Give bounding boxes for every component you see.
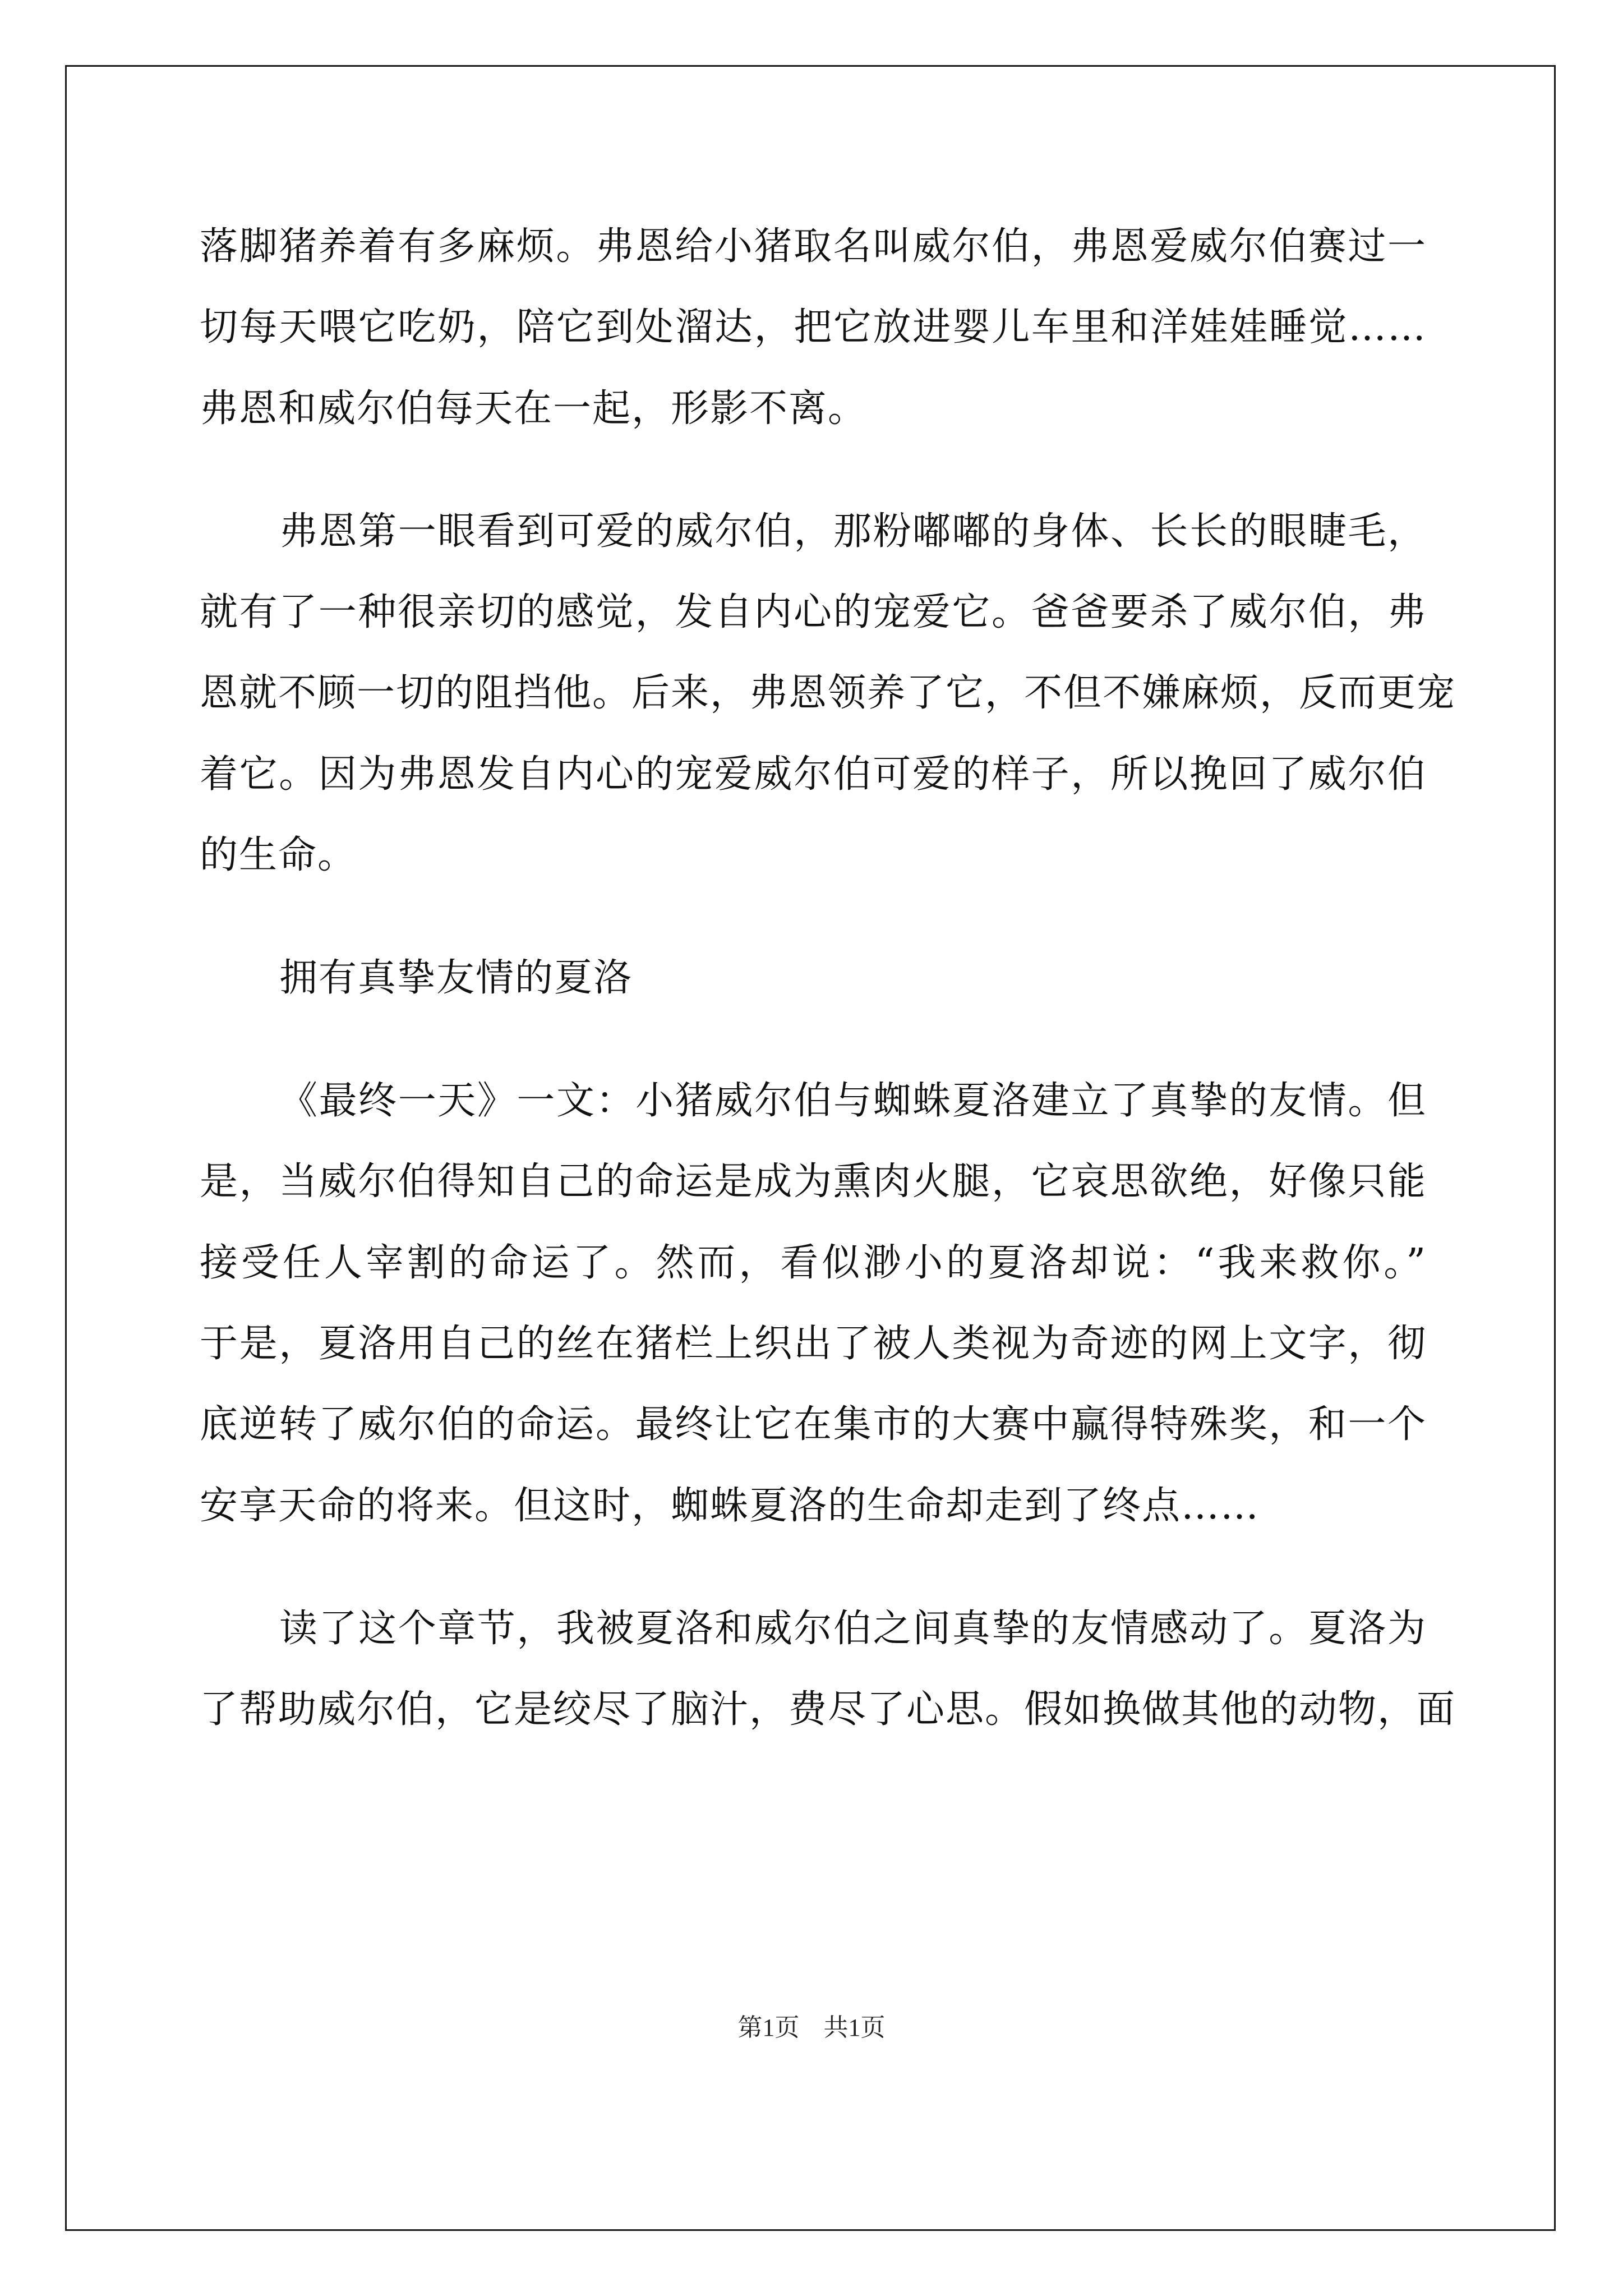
page-number: 第1页	[737, 2014, 800, 2041]
text-line: 底逆转了威尔伯的命运。最终让它在集市的大赛中赢得特殊奖，和一个	[200, 1402, 1427, 1447]
text-line: 是，当威尔伯得知自己的命运是成为熏肉火腿，它哀思欲绝，好像只能	[200, 1159, 1427, 1204]
text-line: 切每天喂它吃奶，陪它到处溜达，把它放进婴儿车里和洋娃娃睡觉……	[200, 305, 1427, 349]
section-heading: 拥有真挚友情的夏洛	[279, 956, 633, 1000]
text-line: 落脚猪养着有多麻烦。弗恩给小猪取名叫威尔伯，弗恩爱威尔伯赛过一	[200, 224, 1427, 269]
text-line: 就有了一种很亲切的感觉，发自内心的宠爱它。爸爸要杀了威尔伯，弗	[200, 590, 1427, 634]
text-line: 于是，夏洛用自己的丝在猪栏上织出了被人类视为奇迹的网上文字，彻	[200, 1322, 1427, 1366]
page-footer	[0, 2011, 1623, 2045]
text-line: 弗恩和威尔伯每天在一起，形影不离。	[200, 386, 868, 431]
text-line: 《最终一天》一文：小猪威尔伯与蜘蛛夏洛建立了真挚的友情。但	[279, 1079, 1427, 1123]
text-line: 恩就不顾一切的阻挡他。后来，弗恩领养了它，不但不嫌麻烦，反而更宠	[200, 671, 1456, 715]
page-total: 共1页	[823, 2014, 886, 2041]
text-line: 安享天命的将来。但这时，蜘蛛夏洛的生命却走到了终点……	[200, 1484, 1260, 1528]
text-line: 接受任人宰割的命运了。然而，看似渺小的夏洛却说：“我来救你。”	[200, 1241, 1427, 1285]
text-line: 的生命。	[200, 833, 357, 877]
text-line: 着它。因为弗恩发自内心的宠爱威尔伯可爱的样子，所以挽回了威尔伯	[200, 752, 1427, 797]
text-line: 弗恩第一眼看到可爱的威尔伯，那粉嘟嘟的身体、长长的眼睫毛，	[279, 509, 1427, 554]
text-line: 了帮助威尔伯，它是绞尽了脑汁，费尽了心思。假如换做其他的动物，面	[200, 1687, 1456, 1732]
text-line: 读了这个章节，我被夏洛和威尔伯之间真挚的友情感动了。夏洛为	[279, 1607, 1427, 1651]
